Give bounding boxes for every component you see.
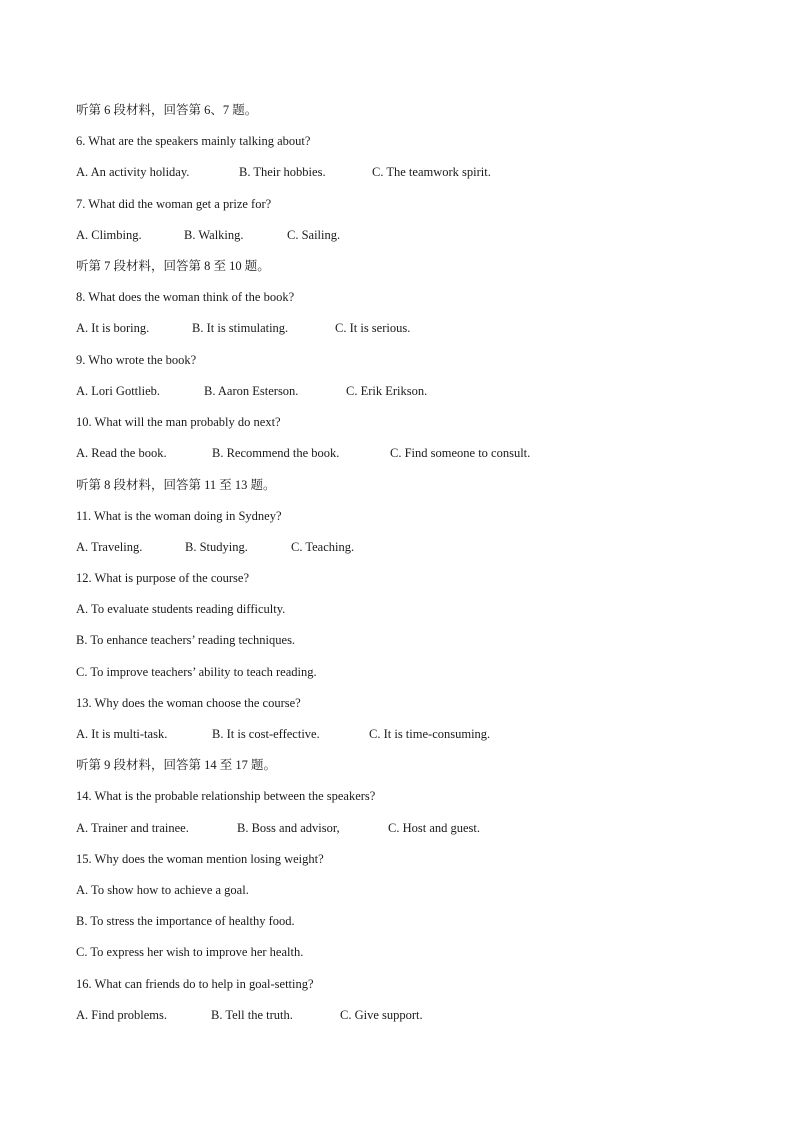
section-heading: 听第 9 段材料，回答第 14 至 17 题。 bbox=[76, 758, 277, 772]
option-a: A. Climbing. bbox=[76, 228, 142, 242]
option-c: C. It is serious. bbox=[335, 321, 411, 335]
question-13: 13. Why does the woman choose the course? bbox=[76, 696, 301, 710]
option-a: A. Traveling. bbox=[76, 540, 143, 554]
question-14: 14. What is the probable relationship between the speakers? bbox=[76, 789, 376, 803]
option-c: C. Sailing. bbox=[287, 228, 341, 242]
option-b: B. Recommend the book. bbox=[212, 446, 340, 460]
option-a: A. An activity holiday. bbox=[76, 165, 190, 179]
option-c: C. Teaching. bbox=[291, 540, 355, 554]
option-15-a: A. To show how to achieve a goal. bbox=[76, 883, 249, 897]
option-a: A. Trainer and trainee. bbox=[76, 821, 189, 835]
option-15-c: C. To express her wish to improve her health. bbox=[76, 945, 304, 959]
option-a: A. It is boring. bbox=[76, 321, 150, 335]
option-b: B. Walking. bbox=[184, 228, 244, 242]
option-a: A. Lori Gottlieb. bbox=[76, 384, 161, 398]
question-8: 8. What does the woman think of the book? bbox=[76, 290, 295, 304]
option-b: B. It is stimulating. bbox=[192, 321, 289, 335]
question-9: 9. Who wrote the book? bbox=[76, 353, 197, 367]
question-10: 10. What will the man probably do next? bbox=[76, 415, 281, 429]
option-12-b: B. To enhance teachers’ reading techniques. bbox=[76, 633, 296, 647]
option-c: C. Erik Erikson. bbox=[346, 384, 428, 398]
option-c: C. The teamwork spirit. bbox=[372, 165, 491, 179]
option-b: B. Boss and advisor, bbox=[237, 821, 340, 835]
option-12-a: A. To evaluate students reading difficulty. bbox=[76, 602, 286, 616]
question-11: 11. What is the woman doing in Sydney? bbox=[76, 509, 282, 523]
option-c: C. It is time-consuming. bbox=[369, 727, 491, 741]
option-c: C. Host and guest. bbox=[388, 821, 481, 835]
option-15-b: B. To stress the importance of healthy food. bbox=[76, 914, 295, 928]
question-12: 12. What is purpose of the course? bbox=[76, 571, 249, 585]
option-b: B. Studying. bbox=[185, 540, 248, 554]
section-heading: 听第 7 段材料，回答第 8 至 10 题。 bbox=[76, 259, 270, 273]
question-16: 16. What can friends do to help in goal-setting? bbox=[76, 977, 314, 991]
option-b: B. Their hobbies. bbox=[239, 165, 326, 179]
question-15: 15. Why does the woman mention losing weight? bbox=[76, 852, 324, 866]
option-b: B. It is cost-effective. bbox=[212, 727, 320, 741]
question-6: 6. What are the speakers mainly talking about? bbox=[76, 134, 311, 148]
option-c: C. Give support. bbox=[340, 1008, 423, 1022]
option-12-c: C. To improve teachers’ ability to teach reading. bbox=[76, 665, 317, 679]
question-7: 7. What did the woman get a prize for? bbox=[76, 197, 272, 211]
option-a: A. Find problems. bbox=[76, 1008, 167, 1022]
section-heading: 听第 6 段材料，回答第 6、7 题。 bbox=[76, 103, 258, 117]
option-b: B. Tell the truth. bbox=[211, 1008, 293, 1022]
section-heading: 听第 8 段材料，回答第 11 至 13 题。 bbox=[76, 478, 276, 492]
option-c: C. Find someone to consult. bbox=[390, 446, 531, 460]
option-a: A. It is multi-task. bbox=[76, 727, 168, 741]
option-a: A. Read the book. bbox=[76, 446, 167, 460]
option-b: B. Aaron Esterson. bbox=[204, 384, 299, 398]
